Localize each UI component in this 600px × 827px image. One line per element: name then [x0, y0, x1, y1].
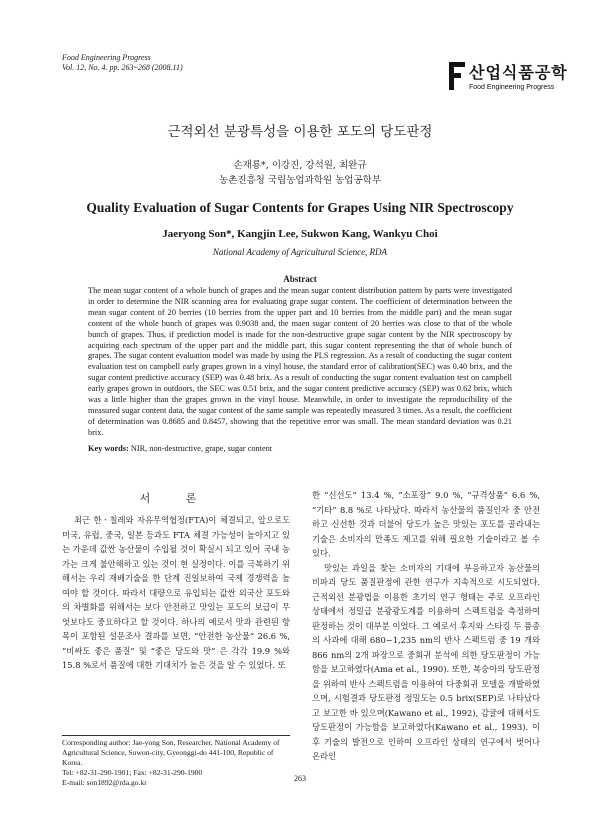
logo-korean-text: 산업식품공학 [469, 63, 568, 82]
english-authors: Jaeryong Son*, Kangjin Lee, Sukwon Kang, Wankyu Choi [162, 228, 438, 240]
footnote-phone: Tel: +82-31-290-1901; Fax: +82-31-290-1900 [62, 768, 203, 777]
abstract-heading: Abstract [283, 274, 317, 284]
korean-affiliation: 농촌진흥청 국립농업과학원 농업공학부 [218, 175, 382, 186]
intro-paragraph-1: 최근 한ㆍ칠레와 자유무역협정(FTA)이 체결되고, 앞으로도 미국, 유럽, 중국, 일본 등과도 FTA 체결 가능성이 높아지고 있는 가운데 값싼 농산물이 수입될 것이 확실시 되고 있어 국내 농가는 크게 불안해하고 있는 것이 현 실정이다. 이를 극복하기 위해서는 우리 재배기술을 한 단계 진일보하여 국제 경쟁력을 높여야 할 것이다. 따라서 대량으로 유입되는 값싼 외국산 포도와의 차별화를 위해서는 보다 안전하고 맛있는 포도의 보급이 무엇보다도 중요하다고 할 것이다. 하나의 예로서 맛과 관련된 항목이 포함된 설문조사 결과를 보면, “안전한 농산물” 26.6 %, “비싸도 좋은 품질” 및 “좋은 당도와 맛” 은 각각 19.9 %와 15.8 %로서 품질에 대한 기대치가 높은 것을 알 수 있었다. 또 [62, 515, 290, 670]
f-logo-icon [449, 62, 465, 90]
intro-left-column [62, 513, 290, 673]
korean-authors: 손재룡*, 이강진, 강석원, 최완규 [233, 160, 367, 171]
intro-paragraph-2: 한 “신선도” 13.4 %, “소포장” 9.0 %, “규격상품” 6.6 %, “기타” 8.8 %로 나타났다. 따라서 농산물의 품질인자 중 안전하고 신선한 것과 더불어 당도가 높은 맛있는 포도를 골라내는 기술은 소비자의 만족도 제고를 위해 필요한 기술이라고 볼 수 있다. [312, 490, 540, 558]
keywords-label: Key words: [88, 444, 129, 453]
korean-title: 근적외선 분광특성을 이용한 포도의 당도판정 [167, 124, 433, 140]
abstract-text: The mean sugar content of a whole bunch of grapes and the mean sugar content distribution pattern by parts were investigated in order to determine the NIR scanning area for evaluating grape sugar content. The coefficient of determination between the mean sugar content of 20 berries (10 berries from the upper part and 10 berries from the middle part) and the mean sugar content of the whole bunch of grapes was 0.9038 and, the maen sugar content of 20 berries was close to that of the whole bunch of grapes. Thus, if prediction model is made for the non-destructive grape sugar content by the NIR spectroscopy by acquiring each spectrum of the upper part and the middle part, this sugar content representing the that of whole bunch of grapes. The sugar content evaluation model was made by using the PLS regression. As a result of conducting the sugar content evaluation test on campbell early grapes grown in a vinyl house, the standard error of calibration(SEC) was 0.40 brix, and the sugar content predictive accuracy (SEP) was 0.48 brix. As a result of conducting the sugar content evaluation test on campbell early grapes grown in outdoors, the SEC was 0.51 brix, and the sugar content predictive accuracy (SEP) was 0.62 brix, which was a little higher than the grapes grown in the vinyl house. Meanwhile, in order to investigate the reproducibility of the measured sugar content data, the sugar content of the same sample was repeatedly measured 3 times. As a result, the coefficient of determination was 0.8685 and 0.8457, showing that the repetitive error was small. The mean standard deviation was 0.21 brix. [88, 286, 512, 437]
page-number: 263 [294, 774, 306, 783]
english-title: Quality Evaluation of Sugar Contents for Grapes Using NIR Spectroscopy [86, 200, 514, 215]
journal-header [62, 53, 183, 73]
journal-name: Food Engineering Progress [62, 53, 151, 62]
section-title: 서 론 [139, 492, 213, 505]
journal-logo [449, 60, 568, 100]
footnote-email: E-mail: son1892@rda.go.kr [62, 778, 147, 787]
footnote-divider [62, 735, 290, 736]
english-affiliation: National Academy of Agricultural Science, RDA [212, 247, 388, 257]
logo-english-text: Food Engineering Progress [469, 84, 555, 91]
footnote-author: Corresponding author: Jae-yong Son, Researcher, National Academy of Agricultural Science, Suwon-city, Gyeonggi-do 441-100, Republic of Korea. [62, 738, 280, 767]
journal-citation: Vol. 12, No. 4. pp. 263~268 (2008.11) [62, 63, 183, 72]
intro-right-column [312, 488, 540, 764]
keywords-text: NIR, non-destructive, grape, sugar content [130, 444, 273, 453]
keywords [88, 444, 512, 453]
intro-paragraph-3: 맛있는 과일을 찾는 소비자의 기대에 부응하고자 농산물의 비파괴 당도 품질판정에 관한 연구가 지속적으로 시도되었다. 근적외선 분광법을 이용한 초기의 연구 형태는 주로 오프라인 상태에서 정밀급 분광광도계를 이용하여 스펙트럼을 측정하여 판정하는 것이 대부분 이었다. 그 예로서 후지와 스타킹 두 품종의 사과에 대해 680~1,235 nm의 반사 스펙트럼 중 19 개와 866 nm의 2개 파장으로 중회귀 분석에 의한 당도판정이 가능함을 보고하였다(Ama et al., 1990). 또한, 복숭아의 당도판정을 위하여 반사 스펙트럼을 이용하여 다중회귀 모델을 개발하였으며, 시험결과 당도판정 정밀도는 0.5 brix(SEP)로 나타났다고 보고한 바 있으며(Kawano et al., 1992), 감귤에 대해서도 당도판정이 가능함을 보고하였다(Kawano et al., 1993). 이 후 기술의 발전으로 인하여 오프라인 상태의 연구에서 벗어나 온라인 [312, 562, 540, 761]
